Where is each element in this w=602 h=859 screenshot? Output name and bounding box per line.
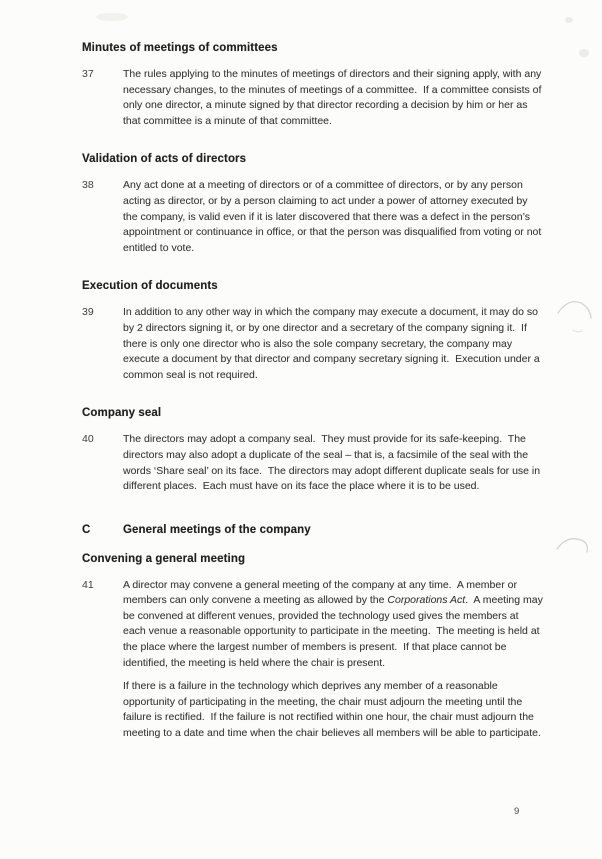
- clause-number: 41: [82, 578, 94, 591]
- scan-smudge: [579, 49, 589, 57]
- clause-body: In addition to any other way in which the company may execute a document, it may do so by 2 directors signing it, or by one director and a secretary of the company signing it. If there is only one director who is also the sole company secretary, the company may execute a document by that director and company secretary signing it. Execution under a common seal is not required.: [123, 306, 543, 381]
- clause-text-italic: Corporations Act: [387, 594, 466, 607]
- scan-smudge: [96, 13, 128, 21]
- clause-section-minutes: [82, 42, 545, 129]
- clause-row: [82, 305, 542, 383]
- clause-section-validation: [82, 153, 545, 256]
- clause-number: 37: [82, 68, 94, 80]
- clause-heading: Execution of documents: [82, 280, 218, 293]
- part-c-heading: [82, 524, 542, 536]
- scan-smudge: [565, 17, 573, 23]
- clause-text: . A meeting may be convened at different venues, provided the technology used gives the members at each venue a reasonable opportunity to participate in the meeting. The meeting is held at the place where the largest number of members is present. If that place cannot be identified, the meeting is held where the chair is present.: [123, 594, 546, 669]
- scan-pen-mark: [573, 330, 582, 332]
- clause-row: [82, 578, 546, 742]
- clause-heading: Convening a general meeting: [82, 552, 246, 565]
- clause-body: The rules applying to the minutes of meetings of directors and their signing apply, with any necessary changes, to the minutes of meetings of a committee. If a committee consists of only one director, a minute signed by that director recording a decision by him or her as that committee is a minute of that committee.: [123, 68, 545, 127]
- document-page: [82, 42, 546, 766]
- clause-number: 40: [82, 433, 94, 446]
- clause-section-company-seal: [82, 407, 542, 494]
- clause-heading: Minutes of meetings of committees: [82, 42, 278, 54]
- clause-section-execution: [82, 280, 542, 383]
- clause-row: [82, 178, 545, 256]
- clause-body-group: [123, 578, 544, 742]
- clause-body: [123, 578, 544, 672]
- clause-number: 38: [82, 179, 94, 192]
- clause-number: 39: [82, 306, 94, 319]
- clause-text: A director may convene a general meeting of the company at any time. A member or members can only convene a meeting as allowed by the: [123, 578, 520, 607]
- clause-body: The directors may adopt a company seal. They must provide for its safe-keeping. The directors may also adopt a duplicate of the seal – that is, a facsimile of the seal with the words ‘Share seal’ on its face. The directors may adopt different duplicate seals for use in different places. Each must have on its face the place where it is to be used.: [123, 433, 544, 493]
- scan-pen-mark: [558, 302, 591, 318]
- clause-heading: Validation of acts of directors: [82, 153, 247, 166]
- clause-section-convening: [82, 552, 546, 742]
- part-title: General meetings of the company: [123, 523, 311, 536]
- scan-pen-mark: [557, 539, 587, 552]
- part-letter: C: [82, 523, 91, 536]
- clause-heading: Company seal: [82, 407, 162, 420]
- clause-row: [82, 67, 545, 129]
- clause-row: [82, 432, 542, 494]
- clause-body: If there is a failure in the technology which deprives any member of a reasonable opportunity of participating in the meeting, the chair must adjourn the meeting until the failure is rectified. If the failure is not rectified within one hour, the chair must adjourn the meeting to a date and time when the chair believes all members will be able to participate.: [123, 680, 541, 740]
- clause-body: Any act done at a meeting of directors or of a committee of directors, or by any person acting as director, or by a person claiming to act under a power of attorney executed by the company, is valid even if it is later discovered that there was a defect in the person’s appointment or continuance in office, or that the person was disqualified from voting or not entitled to vote.: [123, 179, 545, 254]
- page-number: 9: [514, 806, 520, 817]
